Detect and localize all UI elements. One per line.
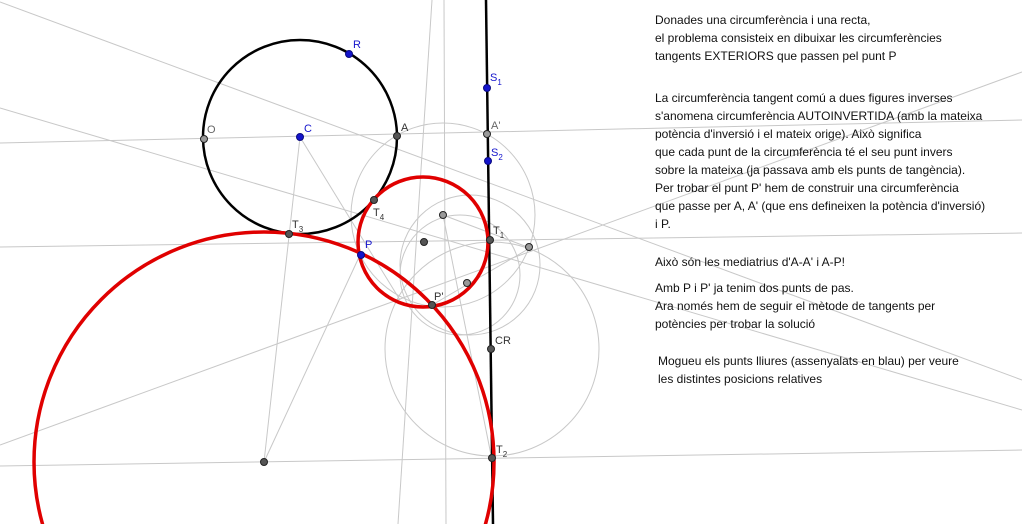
- point-S1[interactable]: [484, 85, 491, 92]
- text-line: Ara només hem de seguir el mètode de tangents per: [655, 299, 936, 313]
- label-CR: CR: [495, 335, 511, 347]
- label-A: A: [401, 122, 409, 134]
- point-T2[interactable]: [489, 455, 496, 462]
- label-P: P: [365, 239, 373, 251]
- text-line: Per trobar el punt P' hem de construir una circumferència: [655, 181, 959, 195]
- text-line: sobre la mateixa (ja passava amb els punts de tangència).: [655, 163, 966, 177]
- point-aux-1[interactable]: [464, 280, 471, 287]
- text-line: les distintes posicions relatives: [658, 372, 823, 386]
- text-line: s'anomena circumferència AUTOINVERTIDA (amb la mateixa: [655, 109, 983, 123]
- construction-line-horizontal-mid: [0, 233, 1022, 247]
- point-P[interactable]: [358, 252, 365, 259]
- label-R: R: [353, 39, 361, 51]
- solution-circle-large: [34, 232, 494, 524]
- point-T1[interactable]: [487, 237, 494, 244]
- point-C[interactable]: [297, 134, 304, 141]
- construction-line-radial-4: [398, 0, 432, 524]
- point-CR[interactable]: [488, 346, 495, 353]
- label-O: O: [207, 124, 216, 136]
- text-pas: [655, 279, 935, 333]
- label-T2: $T_2$: [496, 444, 508, 459]
- text-mogueu: [658, 352, 959, 388]
- free-points: [297, 51, 492, 259]
- label-T3: $T_3$: [292, 219, 304, 234]
- text-line: potències per trobar la solució: [655, 317, 816, 331]
- point-center-large[interactable]: [261, 459, 268, 466]
- text-line: tangents EXTERIORS que passen pel punt P: [655, 49, 897, 63]
- label-C: C: [304, 123, 312, 135]
- point-T4[interactable]: [371, 197, 378, 204]
- label-A-prime: A': [491, 120, 501, 132]
- text-line: el problema consisteix en dibuixar les circumferències: [655, 31, 942, 45]
- point-R[interactable]: [346, 51, 353, 58]
- construction-line-radial-11: [432, 248, 530, 305]
- construction-line-horizontal-low: [0, 450, 1022, 466]
- text-line: Això són les mediatrius d'A-A' i A-P!: [655, 255, 845, 269]
- text-line: La circumferència tangent comú a dues figures inverses: [655, 91, 953, 105]
- label-S2: $S_2$: [491, 147, 503, 162]
- point-O[interactable]: [201, 136, 208, 143]
- construction-line-radial-9: [443, 215, 492, 460]
- construction-circles: [351, 123, 599, 456]
- point-inversion-center[interactable]: [440, 212, 447, 219]
- text-line: que passe per A, A' (que ens defineixen la potència d'inversió): [655, 199, 986, 213]
- point-A-prime[interactable]: [484, 131, 491, 138]
- label-T4: $T_4$: [373, 207, 385, 222]
- point-aux-2[interactable]: [526, 244, 533, 251]
- text-line: Amb P i P' ja tenim dos punts de pas.: [655, 281, 854, 295]
- text-line: Donades una circumferència i una recta,: [655, 13, 871, 27]
- text-line: que cada punt de la circumferència té el seu punt invers: [655, 145, 953, 159]
- point-T3[interactable]: [286, 231, 293, 238]
- text-line: potència d'inversió i el mateix orige). Això significa: [655, 127, 922, 141]
- text-mediatrius: [655, 253, 845, 271]
- label-P-prime: P': [434, 291, 444, 303]
- point-center-small[interactable]: [421, 239, 428, 246]
- label-S1: $S_1$: [490, 72, 502, 87]
- text-line: Mogueu els punts lliures (assenyalats en blau) per veure: [658, 354, 959, 368]
- text-line: i P.: [655, 217, 671, 231]
- construction-line-radial-7: [264, 137, 300, 462]
- point-A[interactable]: [394, 133, 401, 140]
- label-T1: $T_1$: [493, 225, 505, 240]
- text-intro: [655, 11, 942, 65]
- text-autoinvertida: [655, 89, 985, 233]
- construction-line-radial-8: [264, 255, 360, 462]
